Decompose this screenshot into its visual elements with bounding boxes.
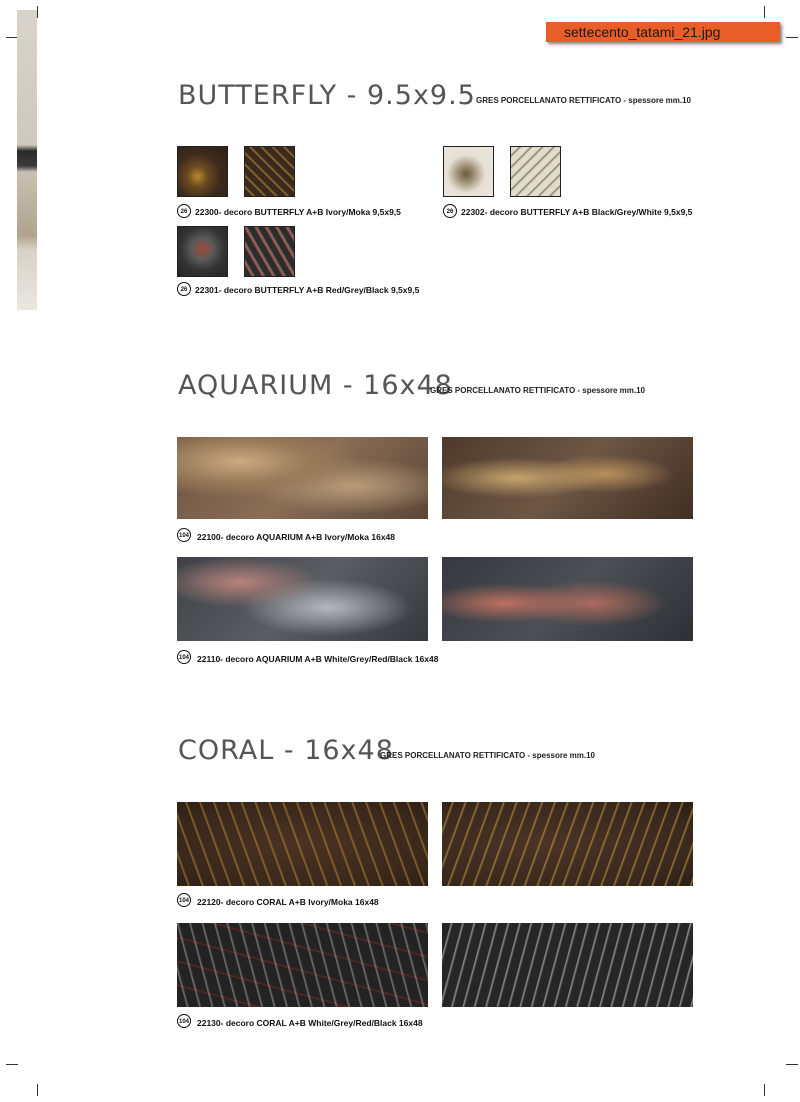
- coral-panel-ivory-a: [177, 802, 428, 886]
- aquarium-title: AQUARIUM - 16x48: [178, 370, 453, 401]
- aquarium-panel-white-b: [442, 557, 693, 641]
- aquarium-subtitle: GRES PORCELLANATO RETTIFICATO - spessore mm.10: [430, 386, 645, 395]
- butterfly-tile-white-a: [443, 146, 494, 197]
- butterfly-tile-red-a: [177, 226, 228, 277]
- side-photo-strip: [17, 10, 37, 310]
- page-ref-badge: 26: [177, 282, 191, 296]
- coral-panel-white-b: [442, 923, 693, 1007]
- aquarium-panel-white-a: [177, 557, 428, 641]
- page-ref-badge: 104: [177, 650, 191, 664]
- butterfly-tile-ivory-a: [177, 146, 228, 197]
- page-ref-badge: 104: [177, 893, 191, 907]
- butterfly-tile-red-b: [244, 226, 295, 277]
- butterfly-title: BUTTERFLY - 9.5x9.5: [178, 80, 476, 111]
- coral-subtitle: GRES PORCELLANATO RETTIFICATO - spessore mm.10: [380, 751, 595, 760]
- crop-mark: [786, 37, 798, 38]
- file-name-tag: [546, 22, 780, 42]
- butterfly-caption-black: 22302- decoro BUTTERFLY A+B Black/Grey/White 9,5x9,5: [461, 207, 693, 217]
- crop-mark: [6, 1064, 18, 1065]
- coral-title: CORAL - 16x48: [178, 735, 394, 766]
- coral-caption-white: 22130- decoro CORAL A+B White/Grey/Red/Black 16x48: [197, 1018, 423, 1028]
- crop-mark: [37, 6, 38, 18]
- file-name-text: settecento_tatami_21.jpg: [564, 24, 721, 40]
- butterfly-caption-red: 22301- decoro BUTTERFLY A+B Red/Grey/Black 9,5x9,5: [195, 285, 420, 295]
- coral-panel-ivory-b: [442, 802, 693, 886]
- crop-mark: [37, 1084, 38, 1096]
- butterfly-caption-ivory: 22300- decoro BUTTERFLY A+B Ivory/Moka 9,5x9,5: [195, 207, 401, 217]
- crop-mark: [764, 1084, 765, 1096]
- butterfly-tile-ivory-b: [244, 146, 295, 197]
- page-ref-badge: 26: [443, 204, 457, 218]
- aquarium-panel-ivory-a: [177, 437, 428, 519]
- coral-caption-ivory: 22120- decoro CORAL A+B Ivory/Moka 16x48: [197, 897, 379, 907]
- aquarium-caption-ivory: 22100- decoro AQUARIUM A+B Ivory/Moka 16x48: [197, 532, 396, 542]
- page-ref-badge: 26: [177, 204, 191, 218]
- page-ref-badge: 104: [177, 528, 191, 542]
- aquarium-caption-white: 22110- decoro AQUARIUM A+B White/Grey/Red/Black 16x48: [197, 654, 439, 664]
- page-ref-badge: 104: [177, 1014, 191, 1028]
- coral-panel-white-a: [177, 923, 428, 1007]
- crop-mark: [786, 1064, 798, 1065]
- butterfly-tile-white-b: [510, 146, 561, 197]
- crop-mark: [764, 6, 765, 18]
- butterfly-subtitle: GRES PORCELLANATO RETTIFICATO - spessore mm.10: [476, 96, 691, 105]
- aquarium-panel-ivory-b: [442, 437, 693, 519]
